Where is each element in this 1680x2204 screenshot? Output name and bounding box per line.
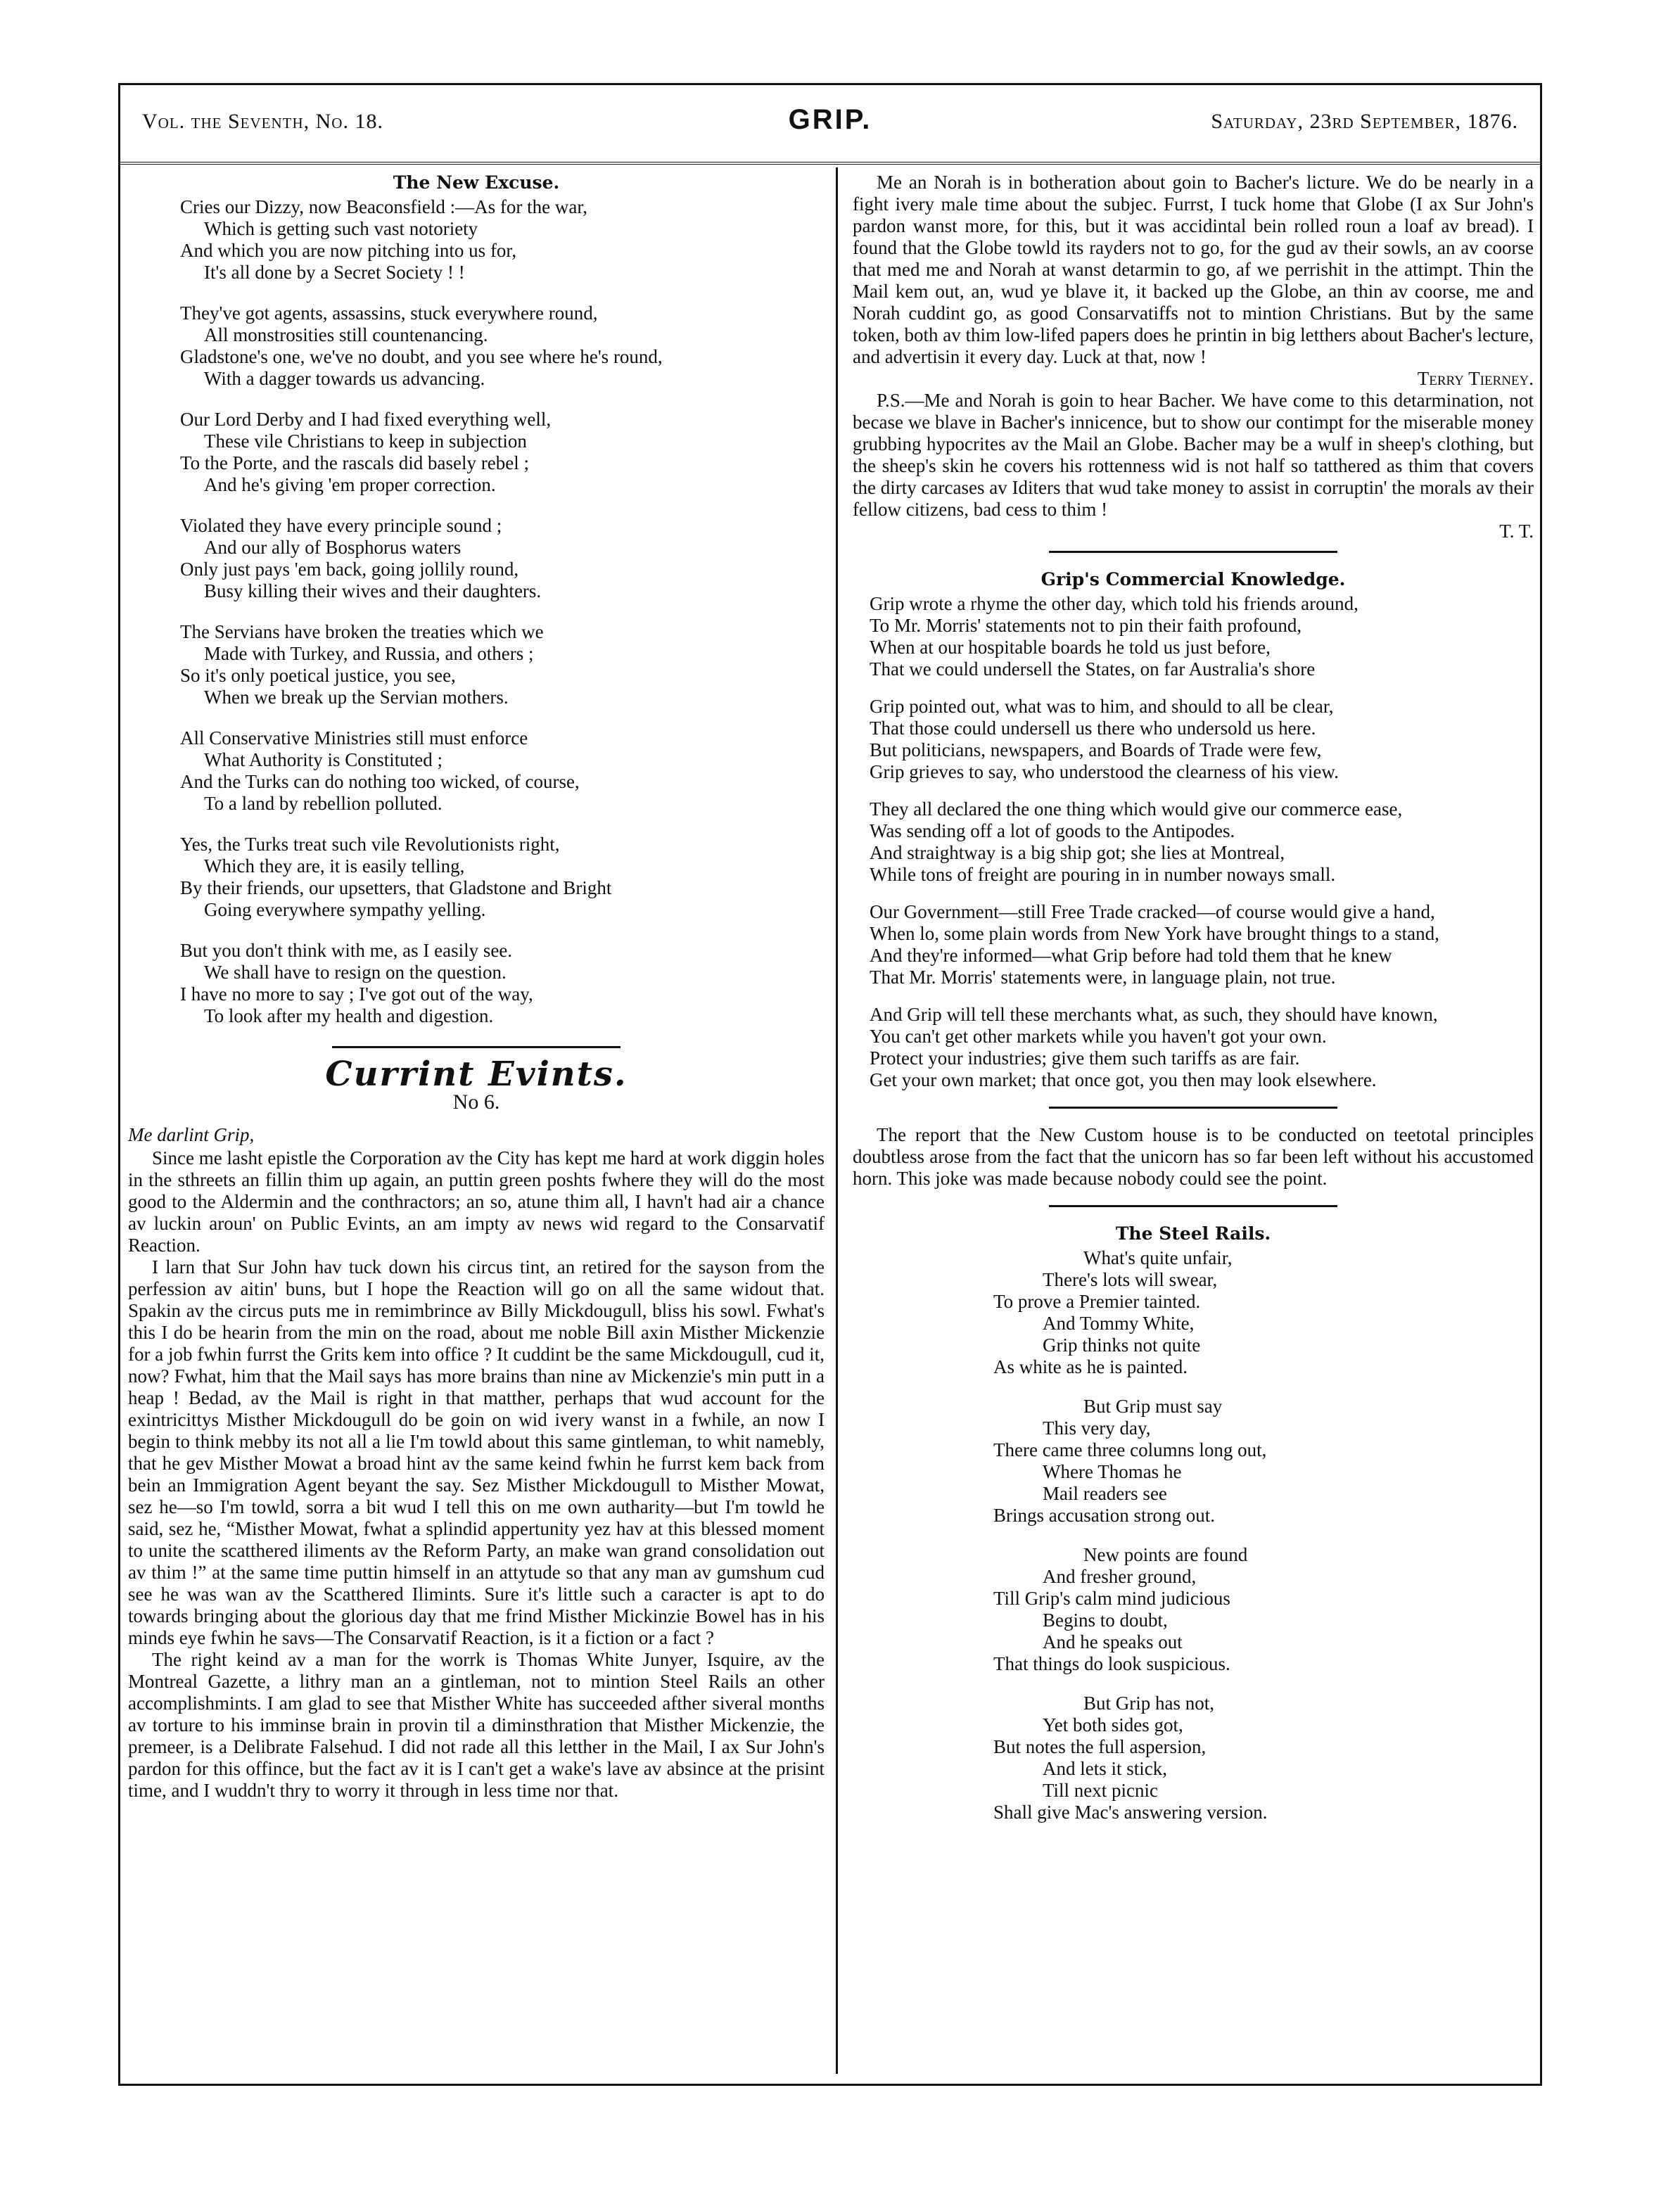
new-excuse-title: The New Excuse. (393, 172, 560, 193)
poem-line: And he speaks out (1043, 1631, 1183, 1652)
stanza (128, 196, 825, 284)
poem-line: This very day, (1043, 1418, 1151, 1439)
poem-line: Which they are, it is easily telling, (204, 855, 465, 877)
poem-line: Mail readers see (1043, 1483, 1167, 1504)
poem-line: That we could undersell the States, on far Australia's shore (870, 658, 1316, 680)
poem-line: And straightway is a big ship got; she lies at Montreal, (870, 842, 1285, 863)
section-rule (1049, 551, 1337, 553)
poem-line: And he's giving 'em proper correction. (204, 474, 496, 495)
poem-line: What Authority is Constituted ; (204, 749, 443, 770)
poem-line: Begins to doubt, (1043, 1610, 1168, 1631)
poem-line: There came three columns long out, (993, 1439, 1267, 1460)
poem-line: Violated they have every principle sound ; (180, 515, 502, 536)
stanza (128, 409, 825, 496)
poem-line: But Grip has not, (1083, 1693, 1214, 1714)
poem-line: And Tommy White, (1043, 1313, 1195, 1334)
postscript: P.S.—Me and Norah is goin to hear Bacher. We have come to this detarmination, not becase we blave in Bacher's innicence, but to show our contimpt for the miserable money grubbing hypocrites av the Mail an Globe. Bacher may be a wulf in sheep's clothing, but the sheep's skin he covers his rottenness wid is not half so tatthered as thim that covers the dirty carcases av Iditers that wud take money to assist in corruptin' the morals av their fellow citizens, bad cess to thim ! (853, 390, 1534, 520)
publication-title: GRIP. (788, 104, 872, 135)
poem-line: Where Thomas he (1043, 1461, 1182, 1482)
poem-line: Only just pays 'em back, going jollily round, (180, 559, 519, 580)
currint-body-left (128, 1147, 825, 1802)
poem-line: Brings accusation strong out. (993, 1505, 1215, 1526)
right-column (853, 172, 1534, 1841)
poem-line: Grip wrote a rhyme the other day, which told his friends around, (870, 593, 1358, 614)
left-column (128, 172, 825, 1802)
poem-line: To look after my health and digestion. (204, 1005, 494, 1026)
poem-line: New points are found (1083, 1544, 1248, 1565)
stanza (128, 302, 825, 390)
poem-line: As white as he is painted. (993, 1356, 1188, 1377)
poem-line: There's lots will swear, (1043, 1269, 1218, 1290)
stanza (128, 515, 825, 602)
poem-line: Gladstone's one, we've no doubt, and you see where he's round, (180, 346, 663, 367)
poem-line: It's all done by a Secret Society ! ! (204, 262, 465, 283)
poem-line: And fresher ground, (1043, 1566, 1197, 1587)
stanza (128, 727, 825, 815)
poem-line: That those could undersell us there who undersold us here. (870, 718, 1316, 739)
commercial-poem (853, 593, 1534, 1091)
column-divider (836, 167, 838, 2074)
poem-line: When lo, some plain words from New York have brought things to a stand, (870, 923, 1439, 944)
poem-line: And our ally of Bosphorus waters (204, 537, 462, 558)
salutation: Me darlint Grip, (128, 1124, 255, 1145)
poem-line: You can't get other markets while you haven't got your own. (870, 1026, 1327, 1047)
paragraph: Since me lasht epistle the Corporation av the City has kept me hard at work diggin holes in the sthreets an fillin thim up again, an puttin green poshts fwhere they will do the most good to the Aldermin and the conthractors; an so, atune thim all, I havn't had air a chance av luckin aroun' on Public Evints, an am impty av news wid regard to the Consarvatif Reaction. (128, 1147, 825, 1256)
custom-house-block (853, 1124, 1534, 1190)
paragraph: Me an Norah is in botheration about goin to Bacher's licture. We do be nearly in a fight ivery male time about the subjec. Furrst, I tuck home that Globe (I ax Sur John's pardon wanst more, for this, but it was accidintal bein rolled roun a loaf av bread). I found that the Globe towld its rayders not to go, for the gud av their sowls, an av coorse that med me and Norah at wanst detarmin to go, af we perrishit in the attimpt. Thin the Mail kem out, an, wud ye blave it, it backed up the Globe, an thin av coorse, me and Norah cuddint go, as good Consarvatiffs not to mintion Christians. But by the same token, both av thim low-lifed papers does he printin in big letthers about Bacher's lecture, and advertisin it every day. Luck at that, now ! (853, 172, 1534, 367)
poem-line: Get your own market; that once got, you then may look elsewhere. (870, 1069, 1377, 1090)
poem-line: Cries our Dizzy, now Beaconsfield :—As for the war, (180, 196, 588, 217)
poem-line: They all declared the one thing which would give our commerce ease, (870, 798, 1403, 820)
poem-line: Busy killing their wives and their daughters. (204, 580, 542, 601)
issue-date: Saturday, 23rd September, 1876. (1211, 110, 1518, 133)
poem-line: We shall have to resign on the question. (204, 962, 507, 983)
poem-line: And lets it stick, (1043, 1758, 1167, 1779)
poem-line: All monstrosities still countenancing. (204, 324, 488, 345)
stanza (853, 798, 1534, 886)
currint-body-right (853, 172, 1534, 368)
volume-number: Vol. the Seventh, No. 18. (142, 110, 383, 133)
poem-line: To the Porte, and the rascals did basely rebel ; (180, 452, 529, 473)
poem-line: And Grip will tell these merchants what, as such, they should have known, (870, 1004, 1438, 1025)
poem-line: When at our hospitable boards he told us just before, (870, 637, 1271, 658)
poem-line: All Conservative Ministries still must enforce (180, 727, 528, 749)
currint-number: No 6. (452, 1090, 500, 1114)
poem-line: What's quite unfair, (1083, 1247, 1233, 1268)
initials: T. T. (1499, 521, 1534, 542)
stanza (993, 1247, 1534, 1378)
poem-line: These vile Christians to keep in subjection (204, 431, 527, 452)
poem-line: Yet both sides got, (1043, 1714, 1183, 1735)
poem-line: By their friends, our upsetters, that Gladstone and Bright (180, 877, 612, 898)
poem-line: While tons of freight are pouring in in number noways small. (870, 864, 1336, 885)
poem-line: When we break up the Servian mothers. (204, 687, 509, 708)
stanza (993, 1544, 1534, 1675)
poem-line: The Servians have broken the treaties which we (180, 621, 544, 642)
paragraph: I larn that Sur John hav tuck down his circus tint, an retired for the sayson from the perfession av aitin' buns, but I hope the Reaction will go on all the same widout that. Spakin av the circus puts me in remimbrince av Billy Mickdougull, bliss his sowl. Fwhat's this I do be hearin from the min on the road, about me noble Bill axin Misther Mickenzie for a job fwhin furrst the Grits kem into office ? It cuddint be the same Mickdougull, cud it, now? Fwhat, him that the Mail says has more brains than nine av Mickenzie's min putt in a heap ! Bedad, av the Mail is right in that matther, perhaps that wud account for the exintricittys Misther Mickdougull do be goin on wid ivery wanst in a fwhile, an now I begin to think mebby its not all a lie I'm towld about this same gintleman, to whit namebly, that he gev Misther Mowat a broad hint av the same keind fwhin he furrst kem back from bein an Immigration Agent beyant the say. Sez Misther Mickdougull to Misther Mowat, sez he—so I'm towld, sorra a bit wud I tell this on me own autharity—but I'm towld he said, sez he, “Misther Mowat, fwhat a splindid appertunity yez hav at this blessed moment to unite the scatthered iliments av the Reform Party, an make wan grand consolidation out av thim !” at the same time puttin himself in an attytude so that any man av gumshum cud see he was wan av the Scatthered Ilimints. Sure it's little such a caracter is apt to do towards bringing about the glorious day that me frind Misther Mickinzie Bowel has in his minds eye fwhin he savs—The Consarvatif Reaction, is it a fiction or a fact ? (128, 1256, 825, 1648)
poem-line: But notes the full aspersion, (993, 1736, 1207, 1757)
steel-rails-poem (853, 1247, 1534, 1823)
bottom-rule (118, 2084, 1542, 2086)
poem-line: Till next picnic (1043, 1780, 1159, 1801)
poem-line: Protect your industries; give them such tariffs as are fair. (870, 1047, 1300, 1069)
section-rule (1049, 1107, 1337, 1109)
stanza (853, 901, 1534, 988)
section-rule (1049, 1205, 1337, 1207)
poem-line: Made with Turkey, and Russia, and others ; (204, 643, 534, 664)
poem-line: And which you are now pitching into us for, (180, 240, 517, 261)
commercial-title: Grip's Commercial Knowledge. (1041, 569, 1346, 590)
stanza (853, 696, 1534, 783)
stanza (853, 593, 1534, 680)
currint-evints-title: Currint Evints. (325, 1055, 628, 1094)
poem-line: Which is getting such vast notoriety (204, 218, 478, 239)
poem-line: Till Grip's calm mind judicious (993, 1588, 1230, 1609)
poem-line: Grip grieves to say, who understood the clearness of his view. (870, 761, 1339, 782)
poem-line: Was sending off a lot of goods to the Antipodes. (870, 820, 1235, 841)
stanza (128, 940, 825, 1027)
postscript-block (853, 390, 1534, 521)
poem-line: Shall give Mac's answering version. (993, 1802, 1268, 1823)
poem-line: So it's only poetical justice, you see, (180, 665, 456, 686)
masthead (118, 83, 1542, 165)
poem-line: And they're informed—what Grip before had told them that he knew (870, 945, 1392, 966)
poem-line: Grip thinks not quite (1043, 1334, 1201, 1356)
poem-line: I have no more to say ; I've got out of the way, (180, 983, 533, 1005)
section-rule (332, 1046, 621, 1048)
custom-house-note: The report that the New Custom house is to be conducted on teetotal principles doubtless arose from the fact that the unicorn has so far been left without his accustomed horn. This joke was made because nobody could see the point. (853, 1124, 1534, 1189)
poem-line: To a land by rebellion polluted. (204, 793, 443, 814)
poem-line: To Mr. Morris' statements not to pin their faith profound, (870, 615, 1302, 636)
poem-line: But you don't think with me, as I easily see. (180, 940, 513, 961)
poem-line: Grip pointed out, what was to him, and should to all be clear, (870, 696, 1334, 717)
poem-line: They've got agents, assassins, stuck everywhere round, (180, 302, 598, 324)
poem-line: But Grip must say (1083, 1396, 1223, 1417)
signature: Terry Tierney. (1417, 368, 1534, 389)
stanza (128, 621, 825, 708)
poem-line: Our Government—still Free Trade cracked—of course would give a hand, (870, 901, 1435, 922)
poem-line: But politicians, newspapers, and Boards of Trade were few, (870, 739, 1322, 760)
stanza (128, 834, 825, 921)
steel-rails-title: The Steel Rails. (1115, 1223, 1271, 1244)
poem-line: Going everywhere sympathy yelling. (204, 899, 486, 920)
poem-line: Our Lord Derby and I had fixed everything well, (180, 409, 552, 430)
poem-line: That things do look suspicious. (993, 1653, 1230, 1674)
poem-line: To prove a Premier tainted. (993, 1291, 1201, 1312)
poem-line: Yes, the Turks treat such vile Revolutionists right, (180, 834, 560, 855)
new-excuse-poem (128, 196, 825, 1027)
poem-line: With a dagger towards us advancing. (204, 368, 485, 389)
stanza (993, 1693, 1534, 1823)
stanza (993, 1396, 1534, 1527)
poem-line: And the Turks can do nothing too wicked, of course, (180, 771, 580, 792)
poem-line: That Mr. Morris' statements were, in language plain, not true. (870, 967, 1336, 988)
paragraph: The right keind av a man for the worrk is Thomas White Junyer, Isquire, av the Montreal Gazette, a lithry man an a gintleman, not to mintion Steel Rails an other accomplishmints. I am glad to see that Misther White has succeeded afther siveral months av torture to his imminse brain in provin til a diminsthration that Misther Mickenzie, the premeer, is a Delibrate Falsehud. I did not rade all this letther in the Mail, I ax Sur John's pardon for this offince, but the fact av it is I can't get a wake's lave av absince at the prisint time, and I wuddn't thry to worry it through in less time nor that. (128, 1649, 825, 1801)
stanza (853, 1004, 1534, 1091)
